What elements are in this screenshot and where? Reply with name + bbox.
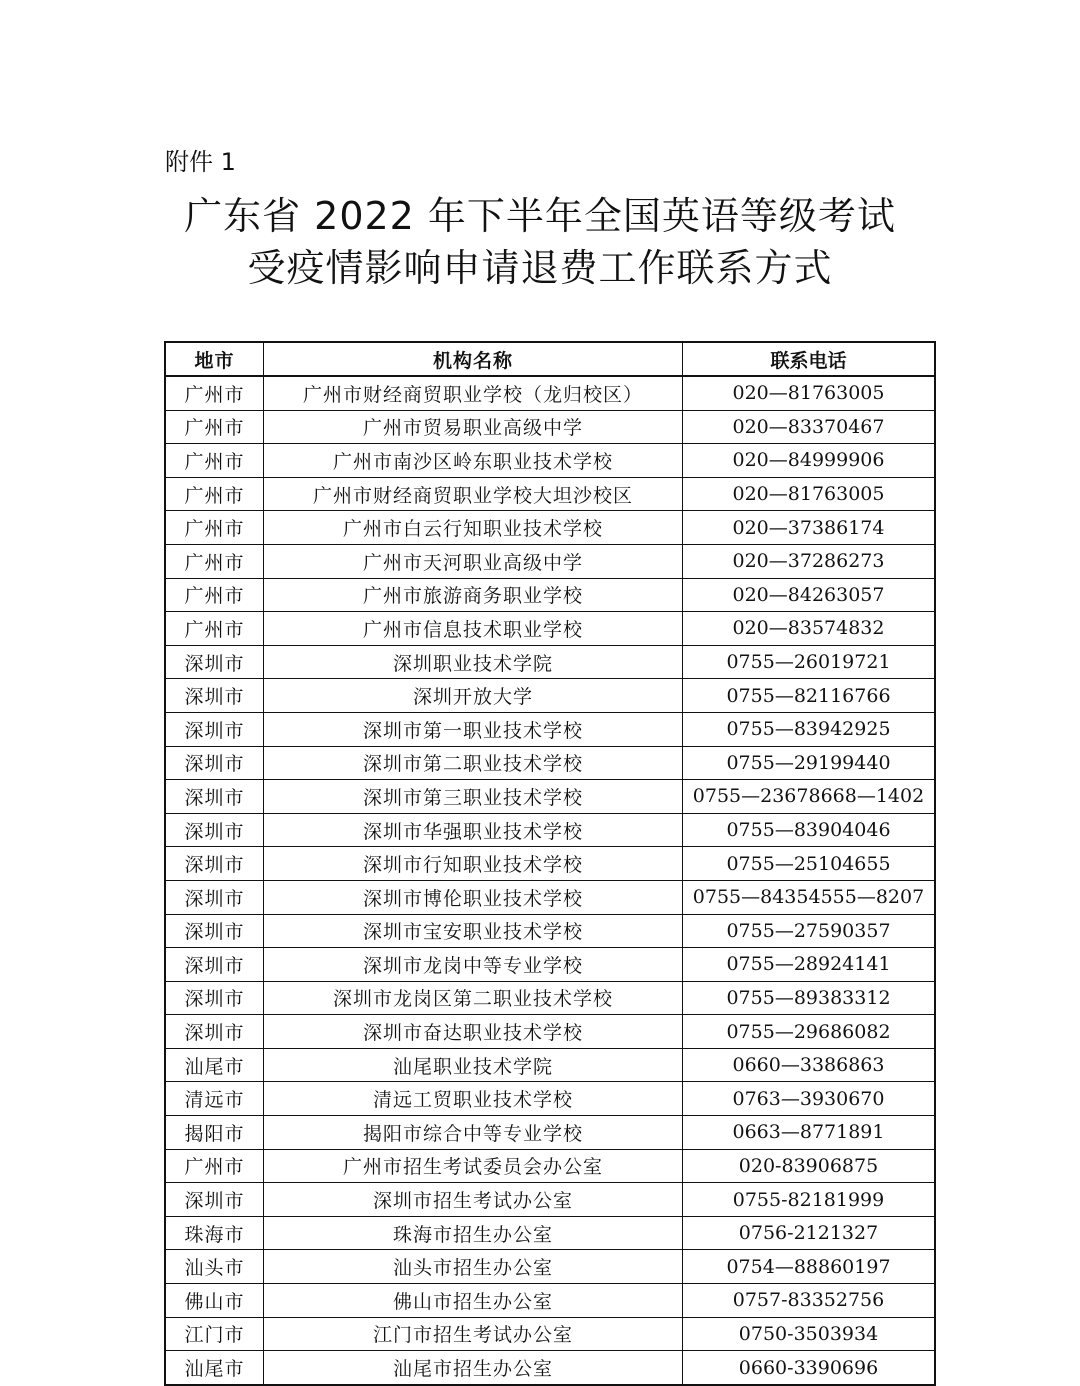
city-cell: 深圳市 [165, 645, 264, 679]
institution-cell: 深圳市宝安职业技术学校 [264, 914, 683, 948]
phone-cell: 020—81763005 [683, 376, 936, 410]
institution-cell: 深圳市华强职业技术学校 [264, 813, 683, 847]
city-cell: 汕尾市 [165, 1351, 264, 1385]
institution-cell: 广州市旅游商务职业学校 [264, 578, 683, 612]
city-cell: 江门市 [165, 1317, 264, 1351]
city-cell: 深圳市 [165, 981, 264, 1015]
city-cell: 深圳市 [165, 948, 264, 982]
city-cell: 广州市 [165, 477, 264, 511]
institution-cell: 深圳市行知职业技术学校 [264, 847, 683, 881]
phone-cell: 0763—3930670 [683, 1082, 936, 1116]
phone-cell: 0755—29686082 [683, 1015, 936, 1049]
city-cell: 珠海市 [165, 1216, 264, 1250]
table-row [165, 914, 935, 948]
phone-cell: 0755—23678668—1402 [683, 780, 936, 814]
phone-cell: 0755—25104655 [683, 847, 936, 881]
phone-cell: 0755—82116766 [683, 679, 936, 713]
table-row [165, 612, 935, 646]
institution-cell: 深圳市龙岗区第二职业技术学校 [264, 981, 683, 1015]
phone-cell: 020—37286273 [683, 544, 936, 578]
table-row [165, 376, 935, 410]
city-cell: 汕头市 [165, 1250, 264, 1284]
table-row [165, 544, 935, 578]
table-row [165, 679, 935, 713]
phone-cell: 0755—84354555—8207 [683, 880, 936, 914]
city-cell: 深圳市 [165, 780, 264, 814]
institution-cell: 深圳市第一职业技术学校 [264, 712, 683, 746]
table-row [165, 847, 935, 881]
table-row [165, 981, 935, 1015]
city-cell: 深圳市 [165, 880, 264, 914]
table-row [165, 1284, 935, 1318]
table-row [165, 1015, 935, 1049]
institution-cell: 广州市财经商贸职业学校大坦沙校区 [264, 477, 683, 511]
institution-cell: 汕尾市招生办公室 [264, 1351, 683, 1385]
table-row [165, 1048, 935, 1082]
table-row [165, 645, 935, 679]
table-body [165, 376, 935, 1385]
city-cell: 汕尾市 [165, 1048, 264, 1082]
city-cell: 佛山市 [165, 1284, 264, 1318]
institution-cell: 深圳市第二职业技术学校 [264, 746, 683, 780]
institution-cell: 江门市招生考试办公室 [264, 1317, 683, 1351]
table-row [165, 1351, 935, 1385]
institution-cell: 广州市贸易职业高级中学 [264, 410, 683, 444]
institution-cell: 深圳市博伦职业技术学校 [264, 880, 683, 914]
column-header-phone: 联系电话 [683, 342, 936, 376]
institution-cell: 广州市招生考试委员会办公室 [264, 1149, 683, 1183]
phone-cell: 020—84263057 [683, 578, 936, 612]
table-row [165, 1116, 935, 1150]
table-row [165, 712, 935, 746]
city-cell: 广州市 [165, 578, 264, 612]
document-title-line2: 受疫情影响申请退费工作联系方式 [247, 246, 833, 290]
city-cell: 深圳市 [165, 679, 264, 713]
phone-cell: 0755—29199440 [683, 746, 936, 780]
table-row [165, 880, 935, 914]
phone-cell: 0755—83942925 [683, 712, 936, 746]
phone-cell: 0755—27590357 [683, 914, 936, 948]
table-row [165, 780, 935, 814]
table-row [165, 948, 935, 982]
phone-cell: 0755-82181999 [683, 1183, 936, 1217]
contacts-table [164, 341, 936, 1386]
institution-cell: 深圳市第三职业技术学校 [264, 780, 683, 814]
table-row [165, 444, 935, 478]
table-row [165, 410, 935, 444]
table-row [165, 1082, 935, 1116]
city-cell: 广州市 [165, 612, 264, 646]
institution-cell: 广州市天河职业高级中学 [264, 544, 683, 578]
phone-cell: 020—84999906 [683, 444, 936, 478]
institution-cell: 广州市财经商贸职业学校（龙归校区） [264, 376, 683, 410]
table-row [165, 1317, 935, 1351]
city-cell: 深圳市 [165, 813, 264, 847]
institution-cell: 珠海市招生办公室 [264, 1216, 683, 1250]
institution-cell: 汕尾职业技术学院 [264, 1048, 683, 1082]
phone-cell: 0663—8771891 [683, 1116, 936, 1150]
institution-cell: 广州市白云行知职业技术学校 [264, 511, 683, 545]
column-header-institution: 机构名称 [264, 342, 683, 376]
city-cell: 广州市 [165, 1149, 264, 1183]
institution-cell: 汕头市招生办公室 [264, 1250, 683, 1284]
phone-cell: 0756-2121327 [683, 1216, 936, 1250]
institution-cell: 深圳市龙岗中等专业学校 [264, 948, 683, 982]
city-cell: 广州市 [165, 444, 264, 478]
phone-cell: 020—83370467 [683, 410, 936, 444]
phone-cell: 0660-3390696 [683, 1351, 936, 1385]
phone-cell: 0660—3386863 [683, 1048, 936, 1082]
phone-cell: 0755—83904046 [683, 813, 936, 847]
phone-cell: 0754—88860197 [683, 1250, 936, 1284]
phone-cell: 0750-3503934 [683, 1317, 936, 1351]
phone-cell: 020-83906875 [683, 1149, 936, 1183]
attachment-label: 附件 1 [165, 148, 236, 176]
column-header-city: 地市 [165, 342, 264, 376]
city-cell: 广州市 [165, 376, 264, 410]
phone-cell: 020—81763005 [683, 477, 936, 511]
phone-cell: 0755—26019721 [683, 645, 936, 679]
city-cell: 广州市 [165, 511, 264, 545]
institution-cell: 佛山市招生办公室 [264, 1284, 683, 1318]
document-title-line1: 广东省 2022 年下半年全国英语等级考试 [184, 194, 896, 238]
city-cell: 深圳市 [165, 1015, 264, 1049]
institution-cell: 清远工贸职业技术学校 [264, 1082, 683, 1116]
institution-cell: 广州市南沙区岭东职业技术学校 [264, 444, 683, 478]
city-cell: 广州市 [165, 410, 264, 444]
table-header [165, 342, 935, 376]
table-row [165, 1216, 935, 1250]
city-cell: 深圳市 [165, 847, 264, 881]
table-row [165, 578, 935, 612]
header-row [165, 342, 935, 376]
institution-cell: 深圳职业技术学院 [264, 645, 683, 679]
table-row [165, 477, 935, 511]
city-cell: 深圳市 [165, 914, 264, 948]
table-row [165, 1183, 935, 1217]
phone-cell: 0755—28924141 [683, 948, 936, 982]
table-row [165, 1250, 935, 1284]
table-row [165, 813, 935, 847]
phone-cell: 0757-83352756 [683, 1284, 936, 1318]
table-row [165, 511, 935, 545]
institution-cell: 深圳开放大学 [264, 679, 683, 713]
city-cell: 清远市 [165, 1082, 264, 1116]
institution-cell: 揭阳市综合中等专业学校 [264, 1116, 683, 1150]
institution-cell: 广州市信息技术职业学校 [264, 612, 683, 646]
table-row [165, 746, 935, 780]
institution-cell: 深圳市招生考试办公室 [264, 1183, 683, 1217]
phone-cell: 0755—89383312 [683, 981, 936, 1015]
city-cell: 广州市 [165, 544, 264, 578]
city-cell: 深圳市 [165, 712, 264, 746]
phone-cell: 020—37386174 [683, 511, 936, 545]
phone-cell: 020—83574832 [683, 612, 936, 646]
city-cell: 深圳市 [165, 1183, 264, 1217]
city-cell: 深圳市 [165, 746, 264, 780]
city-cell: 揭阳市 [165, 1116, 264, 1150]
institution-cell: 深圳市奋达职业技术学校 [264, 1015, 683, 1049]
table-row [165, 1149, 935, 1183]
